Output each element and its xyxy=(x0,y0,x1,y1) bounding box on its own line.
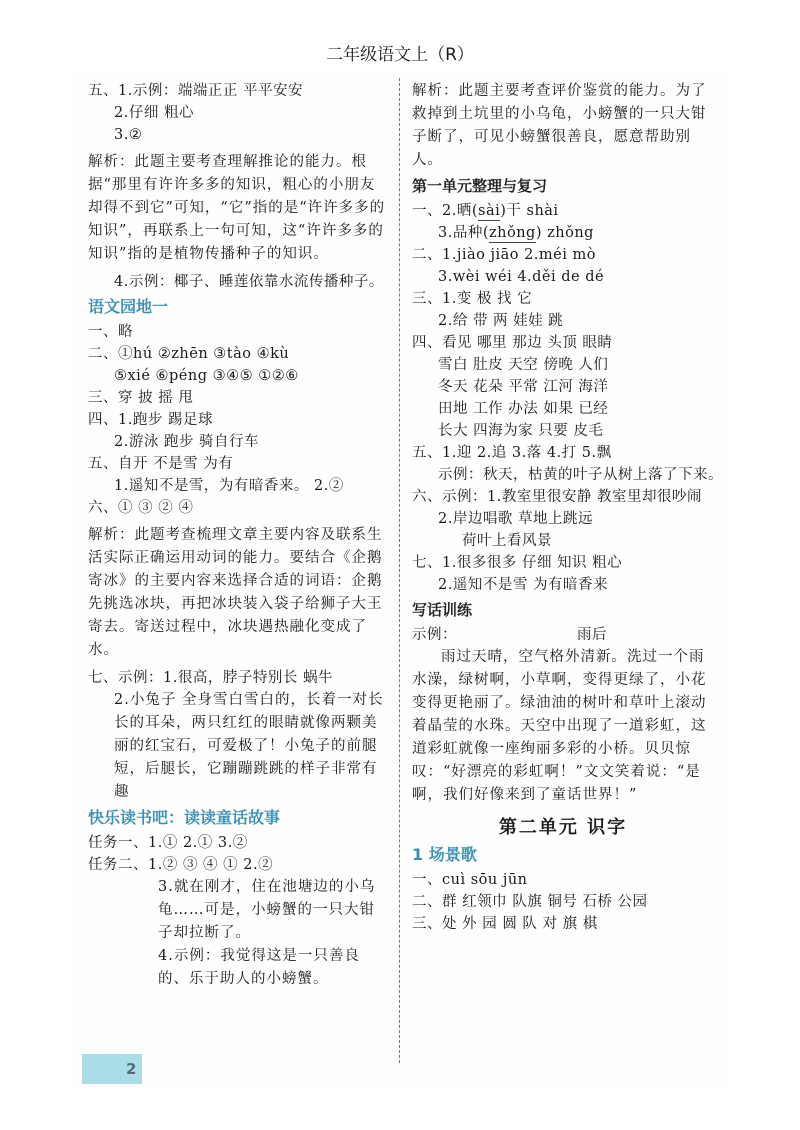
answer-line: 3.② xyxy=(114,127,143,143)
answer-line: 2.游泳 跑步 骑自行车 xyxy=(114,434,260,450)
answer-line: 示例：秋天，枯黄的叶子从树上落了下来。 xyxy=(438,467,723,483)
pinyin-underlined: sài xyxy=(478,203,501,219)
answer-line: 七、1.很多很多 仔细 知识 粗心 xyxy=(412,555,623,571)
answer-line: 一、略 xyxy=(88,324,133,340)
answer-line: 三、穿 披 摇 甩 xyxy=(88,390,194,406)
answer-line: 雪白 肚皮 天空 傍晚 人们 xyxy=(438,357,609,373)
right-column xyxy=(412,80,723,935)
answer-line: 七、示例：1.很高，脖子特别长 蜗牛 xyxy=(88,670,333,686)
answer-line xyxy=(412,222,714,244)
pinyin-underlined: zhǒng xyxy=(489,225,536,241)
answer-line: 二、①hú ②zhēn ③tào ④kù xyxy=(88,346,290,362)
answer-line: 3.wèi wéi 4.děi de dé xyxy=(438,269,605,285)
answer-line: 六、示例：1.教室里很安静 教室里却很吵闹 xyxy=(412,489,702,505)
answer-line: 五、自开 不是雪 为有 xyxy=(88,456,234,472)
analysis-paragraph: 解析：此题考查梳理文章主要内容及联系生活实际正确运用动词的能力。要结合《企鹅寄冰》的主要内容来选择合适的词语：企鹅先挑选冰块，再把冰块装入袋子给狮子大王寄去。寄送过程中，冰块遇热融化变成了水。 xyxy=(88,527,383,658)
answer-line: 荷叶上看风景 xyxy=(462,533,552,549)
column-divider xyxy=(399,78,400,1063)
answer-line: 一、cuì sōu jūn xyxy=(412,872,528,888)
answer-line: 二、群 红领巾 队旗 铜号 石桥 公园 xyxy=(412,894,648,910)
answer-line: 六、① ③ ② ④ xyxy=(88,500,194,516)
answer-line: 2.仔细 粗心 xyxy=(114,105,194,121)
essay-title: 雨后 xyxy=(577,627,607,643)
answer-text: )干 shài xyxy=(500,203,559,219)
answer-line: 2.给 带 两 娃娃 跳 xyxy=(438,313,564,329)
answer-paragraph: 4.示例：我觉得这是一只善良的、乐于助人的小螃蟹。 xyxy=(158,948,360,987)
answer-paragraph: 3.就在刚才，住在池塘边的小乌龟……可是，小螃蟹的一只大钳子却拉断了。 xyxy=(158,879,376,941)
answer-line: 四、1.跑步 踢足球 xyxy=(88,412,213,428)
answer-line: 2.遥知不是雪 为有暗香来 xyxy=(438,577,608,593)
answer-line: 二、1.jiào jiāo 2.méi mò xyxy=(412,247,596,263)
analysis-paragraph: 解析：此题主要考查评价鉴赏的能力。为了救掉到土坑里的小乌龟，小螃蟹的一只大钳子断了，可见小螃蟹很善良，愿意帮助别人。 xyxy=(412,83,707,168)
answer-line: 五、1.迎 2.追 3.落 4.打 5.飘 xyxy=(412,445,612,461)
answer-line: ⑤xié ⑥péng ③④⑤ ①②⑥ xyxy=(114,368,299,384)
page-number: 2 xyxy=(126,1060,137,1078)
answer-line: 4.示例：椰子、睡莲依靠水流传播种子。 xyxy=(114,274,384,290)
answer-line: 五、1.示例：端端正正 平平安安 xyxy=(88,83,303,99)
section-title-yuwen: 语文园地一 xyxy=(88,297,169,316)
answer-line: 任务二、1.② ③ ④ ① 2.② xyxy=(88,857,274,873)
answer-line: 三、处 外 园 圆 队 对 旗 棋 xyxy=(412,916,598,932)
page-header: 二年级语文上（R） xyxy=(326,45,474,65)
answer-text: 3.品种( xyxy=(438,225,489,241)
answer-line xyxy=(412,200,714,222)
answer-line: 田地 工作 办法 如果 已经 xyxy=(438,401,609,417)
unit-two-title: 第二单元 识字 xyxy=(498,817,628,838)
answer-line: 任务一、1.① 2.① 3.② xyxy=(88,835,248,851)
essay-header xyxy=(412,624,714,646)
answer-text: 一、2.晒( xyxy=(412,203,478,219)
section-title-xiehua: 写话训练 xyxy=(412,601,473,619)
answer-line: 冬天 花朵 平常 江河 海洋 xyxy=(438,379,609,395)
answer-line: 1.遥知不是雪，为有暗香来。 2.② xyxy=(114,478,344,494)
answer-paragraph: 2.小兔子 全身雪白雪白的，长着一对长长的耳朵，两只红红的眼睛就像两颗美丽的红宝石，可爱极了！小兔子的前腿短，后腿长，它蹦蹦跳跳的样子非常有趣 xyxy=(114,692,384,800)
answer-line: 长大 四海为家 只要 皮毛 xyxy=(438,423,604,439)
essay-body: 雨过天晴，空气格外清新。洗过一个雨水澡，绿树啊，小草啊，变得更绿了，小花变得更艳丽了。绿油油的树叶和草叶上滚动着晶莹的水珠。天空中出现了一道彩虹，这道彩虹就像一座绚丽多彩的小桥。贝贝惊叹：“好漂亮的彩虹啊！”文文笑着说：“是啊，我们好像来到了童话世界！” xyxy=(412,649,707,803)
page-number-badge xyxy=(82,1054,142,1084)
lesson-title: 1 场景歌 xyxy=(412,845,477,864)
answer-line: 三、1.变 极 找 它 xyxy=(412,291,533,307)
answer-line: 2.岸边唱歌 草地上跳远 xyxy=(438,511,593,527)
essay-label: 示例： xyxy=(412,627,457,643)
answer-line: 四、看见 哪里 那边 头顶 眼睛 xyxy=(412,335,613,351)
left-column xyxy=(88,80,390,991)
section-title-review: 第一单元整理与复习 xyxy=(412,177,548,195)
section-title-kuaile: 快乐读书吧：读读童话故事 xyxy=(88,808,281,827)
answer-text: ) zhǒng xyxy=(535,225,594,241)
analysis-paragraph: 解析：此题主要考查理解推论的能力。根据“那里有许许多多的知识，粗心的小朋友却得不到它”可知，“它”指的是“许许多多的知识”，再联系上一句可知，这“许许多多的知识”指的是植物传播种子的知识。 xyxy=(88,154,386,262)
